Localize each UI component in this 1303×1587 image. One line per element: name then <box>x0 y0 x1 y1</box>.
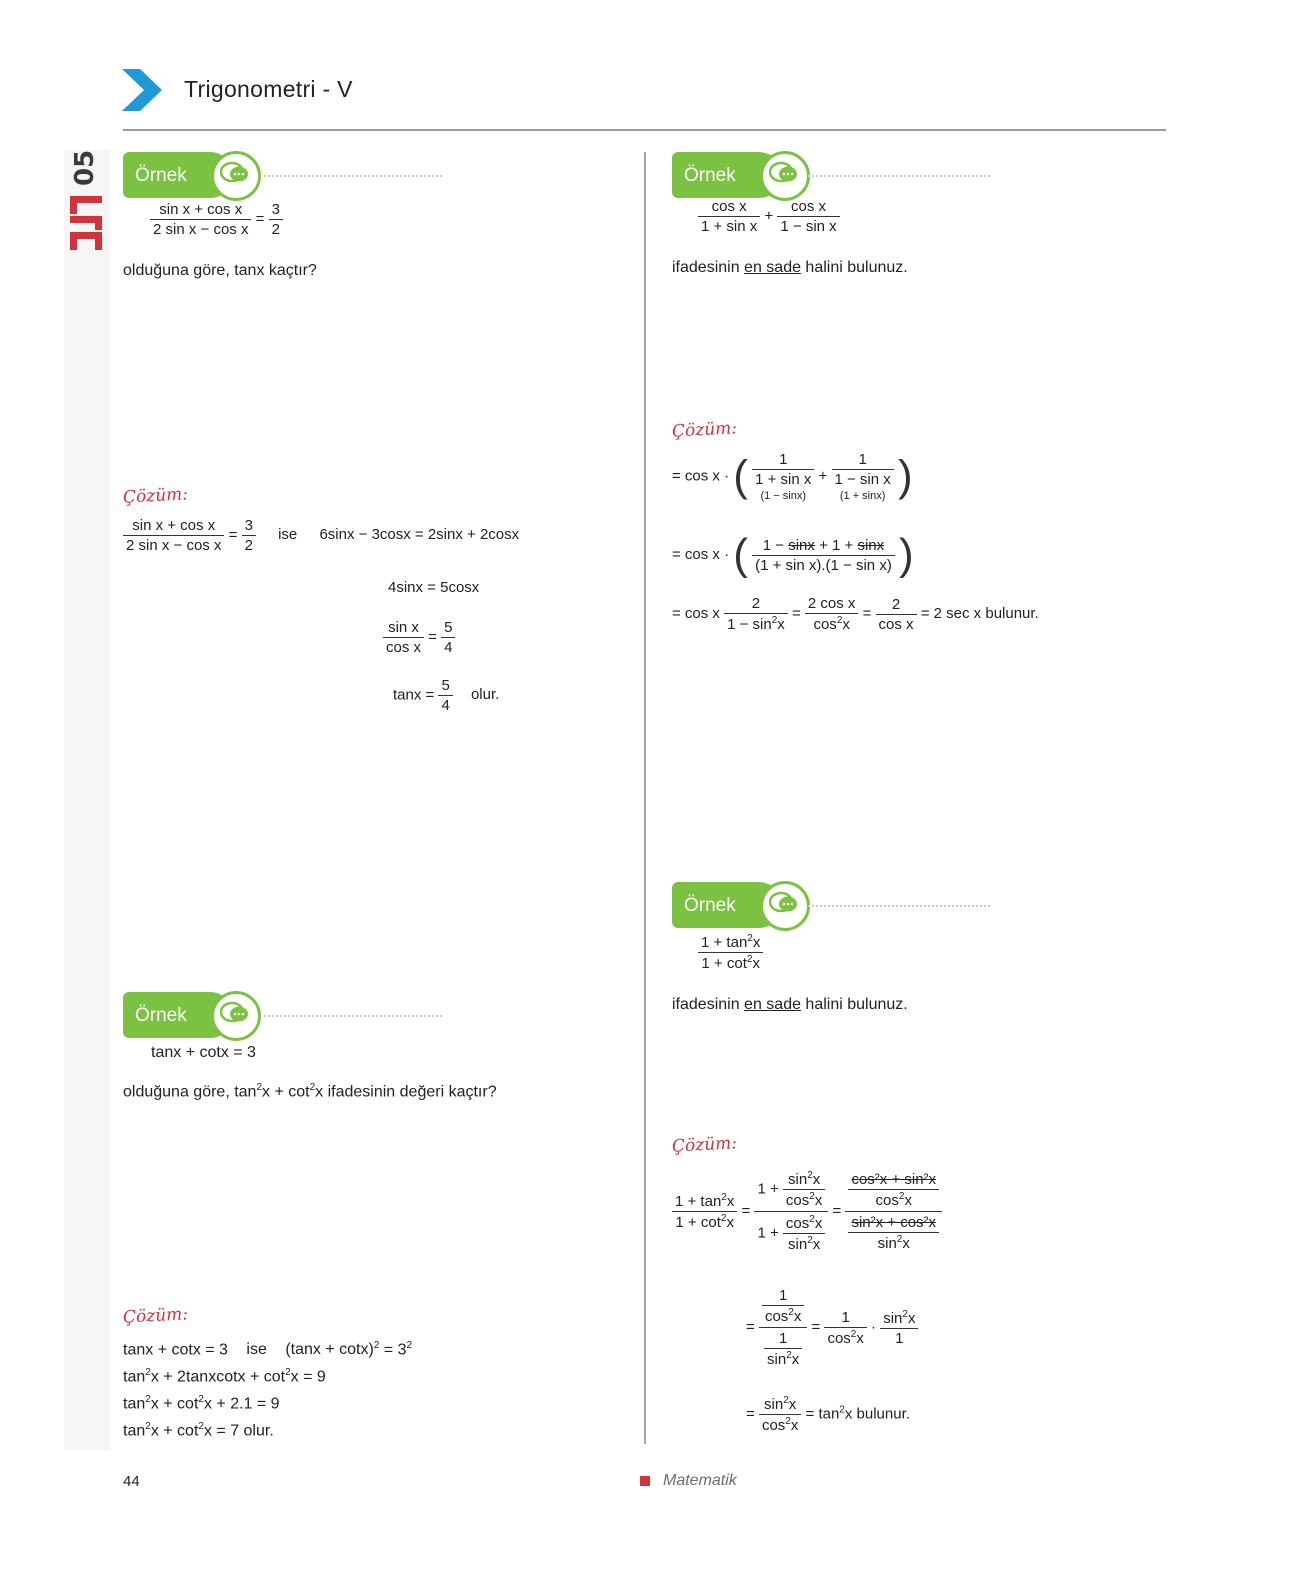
example4-solution-line3: = $\frac{\sin^2x}{\cos^2x}$ = $\tan^2x$ bulunur. <box>746 1395 910 1434</box>
dotted-rule <box>260 1015 442 1017</box>
example1-solution-line4: tanx = $\frac{5}{4}$ olur. <box>393 677 500 714</box>
example2-given: tanx + cotx = 3 <box>151 1044 256 1061</box>
example4-question: ifadesinin en sade halini bulunuz. <box>672 996 908 1013</box>
example3-solution-line3: = cos x $\frac{2}{1 - \sin^2x}$ = $\frac{\text{2 cos x}}{\cos^2x}$ = $\frac{2}{\text{cos x}}$ = 2 sec x bulunur. <box>672 595 1039 633</box>
dotted-rule <box>260 175 442 177</box>
example4-solution-line2: = $\frac{\frac{1}{\cos^2x}}{\frac{1}{\sin^2x}}$ = $\frac{1}{\cos^2x}$ · $\frac{\sin^2x}{1}$ <box>746 1285 918 1370</box>
chat-bubble-icon <box>220 161 250 187</box>
dotted-rule <box>808 175 990 177</box>
side-band <box>64 150 110 1450</box>
example2-question: olduğuna göre, $\tan^2x + \cot^2x$ ifadesinin değeri kaçtır? <box>123 1082 497 1101</box>
example-badge: Örnek <box>123 152 257 198</box>
example-badge: Örnek <box>123 992 257 1038</box>
example-badge: Örnek <box>672 152 806 198</box>
page-number: 44 <box>123 1473 140 1490</box>
column-divider <box>644 152 646 1444</box>
example4-given: $\frac{1 + \tan^2x}{1 + \cot^2x}$ <box>698 932 763 973</box>
example-badge: Örnek <box>672 882 806 928</box>
footer-subject: Matematik <box>663 1472 737 1489</box>
chevron-logo-icon <box>122 69 164 116</box>
example3-given: $\frac{\text{cos x}}{\text{1 + sin x}}$ + $\frac{\text{cos x}}{\text{1 − sin x}}$ <box>698 197 840 236</box>
cozum-label: Çözüm: <box>671 418 738 442</box>
chat-bubble-icon <box>769 891 799 917</box>
example3-solution-line1: = cos x · ( 1 1 + sin x (1 − sinx) + 1 1 − sin x (1 + sinx) ) <box>672 451 913 502</box>
example2-solution-line2: $\tan^2x$ + 2tanxcotx + $\cot^2x = 9$ <box>123 1367 326 1386</box>
example2-solution-line3: $\tan^2x + \cot^2x + 2.1 = 9$ <box>123 1394 280 1413</box>
example1-solution-line2: 4sinx = 5cosx <box>388 579 480 596</box>
cozum-label: Çözüm: <box>671 1133 738 1157</box>
chat-bubble-icon <box>220 1001 250 1027</box>
example4-solution-line1: $\frac{1 + \tan^2x}{1 + \cot^2x}$ = 1 + $\frac{\sin^2x}{\cos^2x}$ 1 + $\frac{\cos^2x}{\sin^2x}$ = $\frac{\frac{\text{cos²x + sin²x}}{\cos^2x}}{\frac{\text{sin²x + cos²x}}{\sin^2x}}$ <box>672 1168 942 1255</box>
example1-question: olduğuna göre, tanx kaçtır? <box>123 262 317 279</box>
chat-bubble-icon <box>769 161 799 187</box>
fasikul-number: 05 <box>70 149 100 186</box>
fasikul-logo-icon <box>70 196 102 255</box>
example1-solution-line3: $\frac{\text{sin x}}{\text{cos x}}$ = $\frac{5}{4}$ <box>383 618 455 657</box>
page-title: Trigonometri - V <box>184 76 353 102</box>
cozum-label: Çözüm: <box>122 484 189 508</box>
dotted-rule <box>808 905 990 907</box>
cozum-label: Çözüm: <box>122 1304 189 1328</box>
example1-given: $\frac{\text{sin x + cos x}}{\text{2 sin x − cos x}}$ = $\frac{3}{2}$ <box>150 200 283 239</box>
example3-solution-line2: = cos x · ( $\frac{1 - \sin x + 1 + \sin x}{\text{(1 + sin x).(1 − sin x)}}$ ) <box>672 530 914 579</box>
example2-solution-line4: $\tan^2x + \cot^2x = 7$ olur. <box>123 1421 274 1440</box>
example3-question: ifadesinin en sade halini bulunuz. <box>672 259 908 276</box>
footer-square-icon <box>640 1476 650 1486</box>
header-divider <box>123 129 1166 131</box>
example1-solution-line1: $\frac{\text{sin x + cos x}}{\text{2 sin x − cos x}}$ = $\frac{3}{2}$ ise 6sinx − 3cosx = 2sinx + 2cosx <box>123 516 519 555</box>
example2-solution-line1: tanx + cotx = 3 ise $(\tan x + \cot x)^2 = 3^2$ <box>123 1340 413 1359</box>
